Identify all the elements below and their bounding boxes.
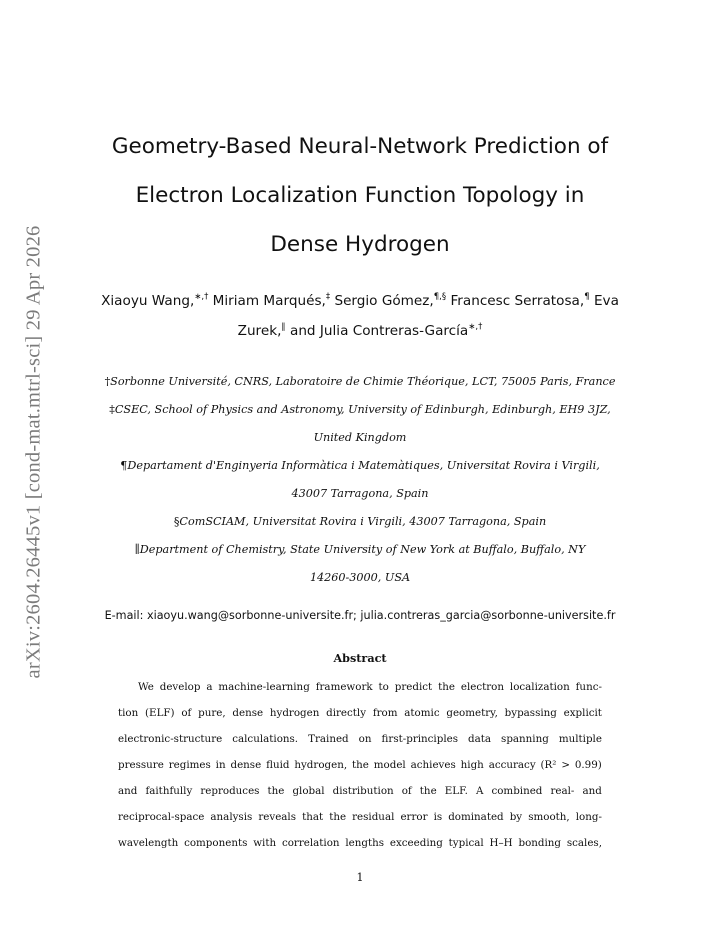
abstract-word: H–H (489, 837, 513, 849)
author-line-1 (80, 286, 640, 316)
abstract-word: to (378, 681, 389, 693)
affiliation-list (60, 368, 660, 592)
author-name: Eva (593, 293, 619, 309)
abstract-word: electronic-structure (118, 733, 223, 745)
abstract-word: analysis (210, 811, 253, 823)
abstract-word: regimes (168, 759, 211, 771)
abstract-word: real- (550, 785, 575, 797)
author-name: Julia Contreras-García (319, 323, 469, 339)
abstract-word: framework (315, 681, 373, 693)
abstract-word: the (352, 759, 369, 771)
abstract-word: dense (232, 707, 264, 719)
abstract-word: bypassing (504, 707, 557, 719)
abstract-word: wavelength (118, 837, 179, 849)
abstract-word: faithfully (145, 785, 193, 797)
abstract-word: model (373, 759, 406, 771)
abstract-word: data (468, 733, 492, 745)
abstract-word: reveals (258, 811, 297, 823)
abstract-word: achieves (410, 759, 456, 771)
abstract-word: tion (118, 707, 139, 719)
affiliation-mark: ¶ (120, 459, 128, 472)
abstract-word: dense (230, 759, 262, 771)
abstract-word: A (475, 785, 484, 797)
abstract-word: typical (448, 837, 484, 849)
abstract-word: geometry, (446, 707, 498, 719)
affiliation-mark: ∥ (134, 543, 140, 556)
affiliation-mark: ‡ (109, 403, 115, 416)
abstract-word: atomic (404, 707, 440, 719)
affiliation-text: Departament d'Enginyeria Informàtica i Matemàtiques, Universitat Rovira i Virgili, (127, 459, 600, 472)
abstract-line (118, 804, 602, 830)
abstract-line (118, 726, 602, 752)
author-name: Francesc Serratosa, (450, 293, 585, 309)
abstract-word: correlation (281, 837, 340, 849)
abstract-word: explicit (563, 707, 602, 719)
abstract-word: Trained (308, 733, 349, 745)
abstract-word: the (267, 785, 285, 797)
abstract-word: > (561, 759, 570, 771)
abstract-word: 0.99) (574, 759, 602, 771)
author-name: Miriam Marqués, (212, 293, 326, 309)
author-list (80, 286, 640, 346)
affiliation (60, 536, 660, 564)
abstract-line (118, 830, 602, 856)
title-line-3: Dense Hydrogen (270, 232, 450, 257)
contact-email: E-mail: xiaoyu.wang@sorbonne-universite.fr; julia.contreras_garcia@sorbonne-universite.fr (104, 609, 616, 622)
abstract-line (118, 700, 602, 726)
affiliation (60, 452, 660, 480)
abstract-word: (ELF) (145, 707, 175, 719)
abstract-word: residual (352, 811, 395, 823)
arxiv-identifier-stamp: arXiv:2604.26445v1 [cond-mat.mtrl-sci] 29 Apr 2026 (22, 225, 45, 679)
title-line-2: Electron Localization Function Topology in (135, 183, 585, 208)
abstract-word: high (460, 759, 484, 771)
author-affiliation-mark: ∥ (281, 322, 286, 332)
author-name: Zurek, (237, 323, 282, 339)
abstract-word: the (438, 681, 455, 693)
abstract-word: and (118, 785, 138, 797)
abstract-word: dominated (448, 811, 504, 823)
abstract-word: electron (460, 681, 504, 693)
abstract-word: bonding (518, 837, 562, 849)
abstract-word: develop (159, 681, 201, 693)
page-number: 1 (356, 871, 364, 884)
abstract-word: reciprocal-space (118, 811, 205, 823)
abstract-line (118, 778, 602, 804)
abstract-word: of (181, 707, 192, 719)
abstract-word: that (302, 811, 324, 823)
affiliation-text: Sorbonne Université, CNRS, Laboratoire de Chimie Théorique, LCT, 75005 Paris, France (110, 375, 616, 388)
abstract-word: from (372, 707, 398, 719)
abstract-word: is (433, 811, 443, 823)
abstract-word: by (509, 811, 523, 823)
abstract-word: global (292, 785, 325, 797)
abstract-word: lengths (345, 837, 385, 849)
abstract-body (118, 674, 602, 856)
abstract-line (118, 674, 602, 700)
abstract-word: and (582, 785, 602, 797)
abstract-word: reproduces (200, 785, 260, 797)
abstract-word: We (138, 681, 154, 693)
abstract-word: the (419, 785, 437, 797)
author-affiliation-mark: ∗,† (194, 292, 209, 302)
abstract-word: pressure (118, 759, 164, 771)
abstract-word: components (184, 837, 248, 849)
abstract-word: localization (509, 681, 570, 693)
author-affiliation-mark: ‡ (325, 292, 331, 302)
abstract-word: fluid (266, 759, 290, 771)
abstract-word: spanning (501, 733, 549, 745)
abstract-word: first-principles (381, 733, 458, 745)
abstract-word: combined (491, 785, 543, 797)
abstract-word: hydrogen (269, 707, 320, 719)
abstract-word: long- (575, 811, 602, 823)
affiliation-continuation: United Kingdom (313, 431, 407, 444)
affiliation-mark: † (104, 375, 111, 388)
author-line-2 (80, 316, 640, 346)
abstract-word: a (206, 681, 213, 693)
author-affiliation-mark: ¶ (584, 292, 590, 302)
abstract-line (118, 752, 602, 778)
abstract-word: hydrogen, (294, 759, 348, 771)
abstract-word: distribution (332, 785, 394, 797)
abstract-word: predict (394, 681, 433, 693)
abstract-word: pure, (198, 707, 226, 719)
abstract-word: in (215, 759, 226, 771)
abstract-word: of (401, 785, 412, 797)
affiliation (60, 508, 660, 536)
abstract-word: with (253, 837, 277, 849)
abstract-word: accuracy (488, 759, 536, 771)
affiliation (60, 396, 660, 424)
abstract-heading: Abstract (333, 651, 387, 665)
abstract-word: machine-learning (218, 681, 310, 693)
abstract-word: scales, (566, 837, 602, 849)
abstract-word: the (329, 811, 347, 823)
abstract-word: on (358, 733, 372, 745)
affiliation (60, 368, 660, 396)
abstract-word: calculations. (232, 733, 299, 745)
author-affiliation-mark: ∗,† (468, 322, 483, 332)
paper-title (60, 122, 660, 269)
abstract-word: error (400, 811, 428, 823)
affiliation-text: CSEC, School of Physics and Astronomy, University of Edinburgh, Edinburgh, EH9 3JZ, (114, 403, 611, 416)
affiliation-text: Department of Chemistry, State University of New York at Buffalo, Buffalo, NY (139, 543, 586, 556)
abstract-word: func- (575, 681, 602, 693)
affiliation-mark: § (173, 515, 180, 528)
author-conjunction: and (289, 323, 316, 339)
affiliation-continuation: 14260-3000, USA (309, 571, 411, 584)
author-affiliation-mark: ¶,§ (433, 292, 447, 302)
abstract-word: ELF. (444, 785, 468, 797)
affiliation-text: ComSCIAM, Universitat Rovira i Virgili, 43007 Tarragona, Spain (179, 515, 547, 528)
author-name: Sergio Gómez, (334, 293, 434, 309)
abstract-word: smooth, (528, 811, 570, 823)
title-line-1: Geometry-Based Neural-Network Prediction of (111, 134, 609, 159)
abstract-word: multiple (558, 733, 602, 745)
affiliation-continuation: 43007 Tarragona, Spain (291, 487, 429, 500)
abstract-word: (R² (540, 759, 557, 771)
author-name: Xiaoyu Wang, (101, 293, 195, 309)
abstract-word: exceeding (389, 837, 443, 849)
abstract-word: directly (326, 707, 367, 719)
